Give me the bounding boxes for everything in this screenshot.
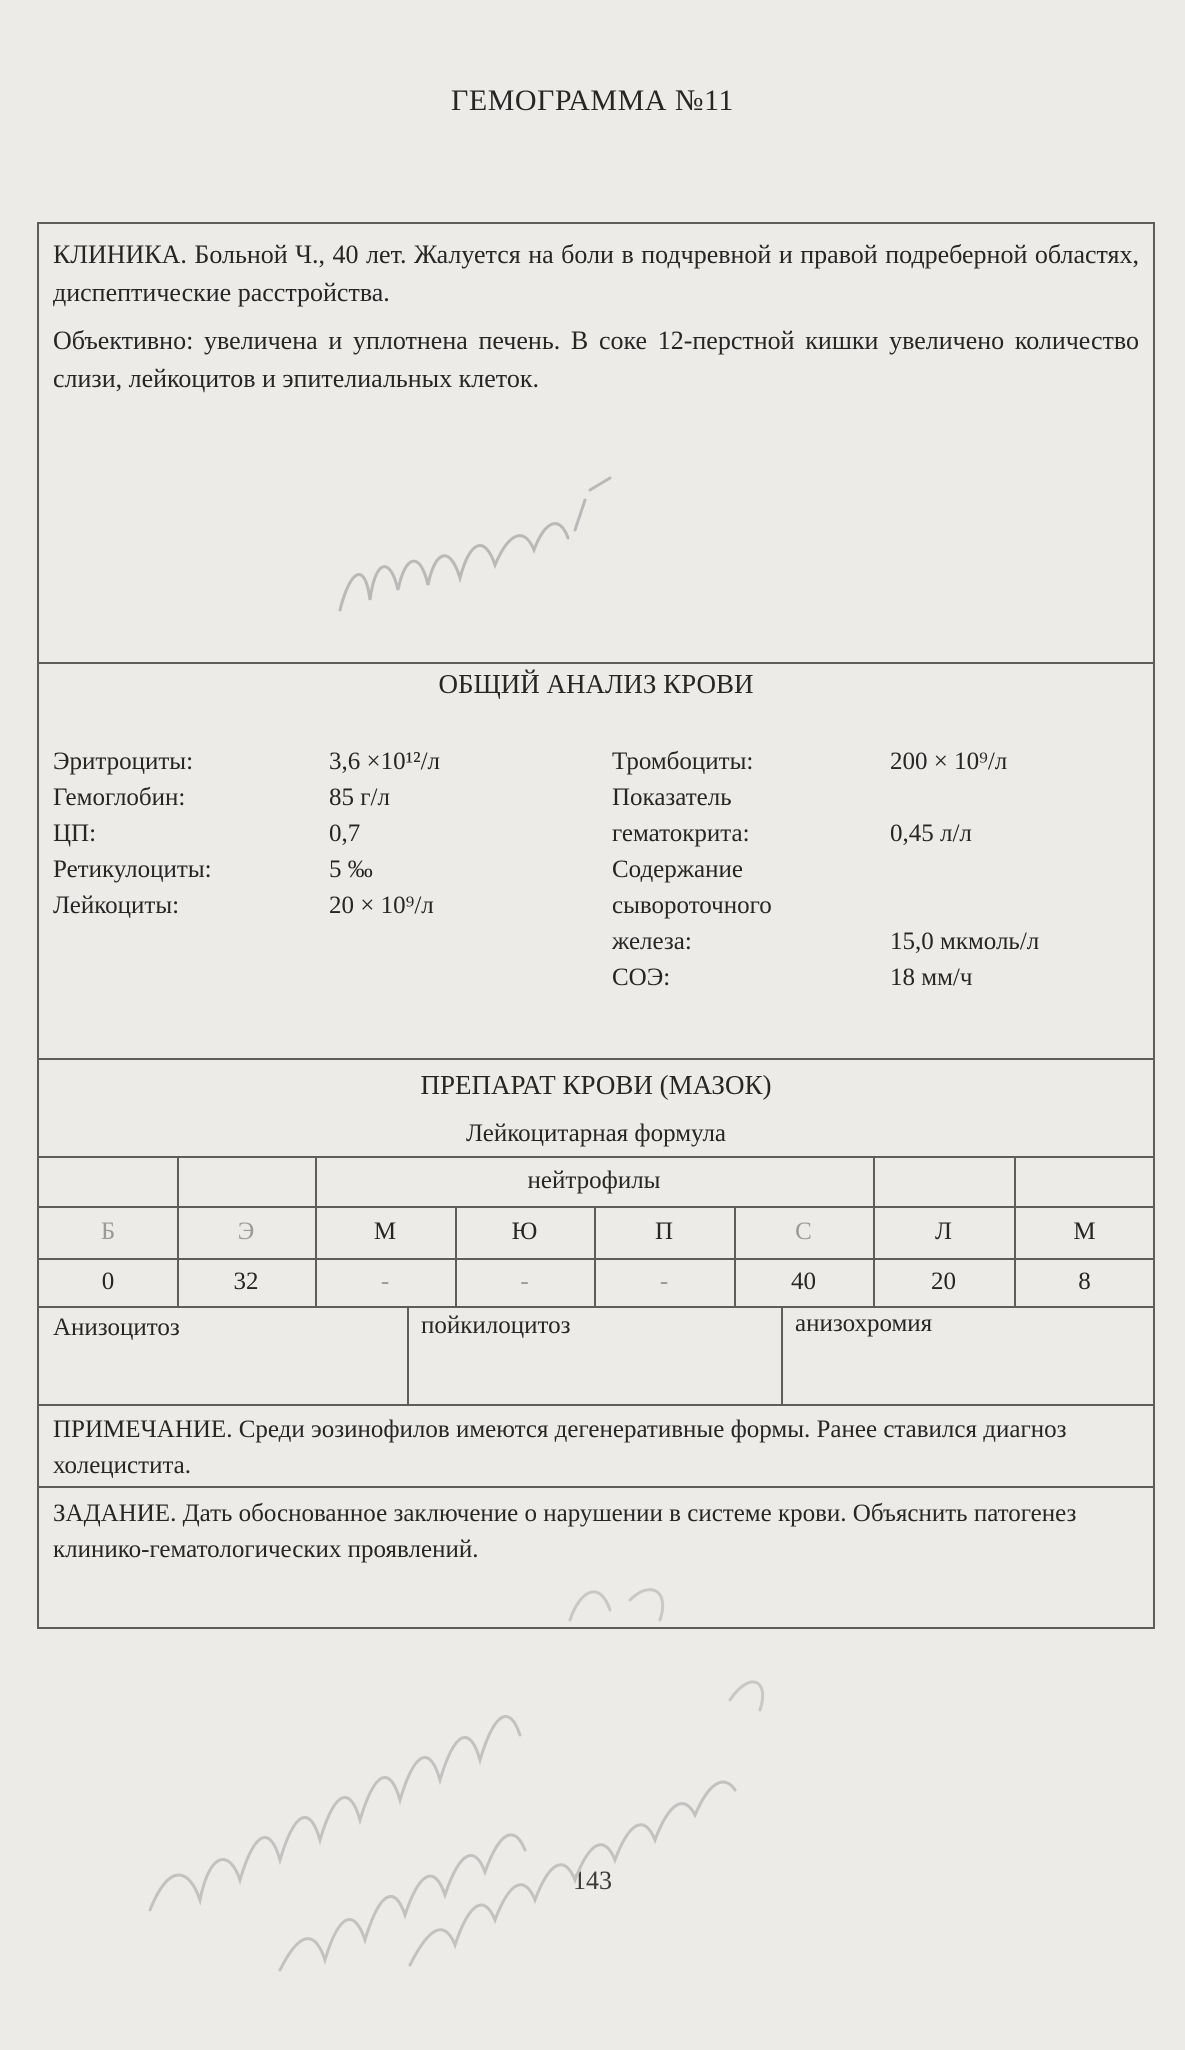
smear-title: ПРЕПАРАТ КРОВИ (МАЗОК) xyxy=(420,1070,772,1100)
leukocyte-header: П xyxy=(654,1218,674,1245)
test-value: 85 г/л xyxy=(329,784,390,811)
test-value: 3,6 ×10¹²/л xyxy=(329,748,441,775)
divider xyxy=(39,1486,1153,1488)
test-label: Показатель xyxy=(612,784,732,811)
leukocyte-value: - xyxy=(520,1268,529,1295)
test-value: 5 ‰ xyxy=(329,856,373,883)
blood-test-title: ОБЩИЙ АНАЛИЗ КРОВИ xyxy=(438,669,754,699)
divider xyxy=(39,662,1153,664)
leukocyte-header: Ю xyxy=(511,1218,538,1245)
leukocyte-value: 32 xyxy=(233,1268,259,1295)
leukocyte-header: М xyxy=(1073,1218,1096,1245)
test-value: 0,45 л/л xyxy=(890,820,972,847)
test-label: Эритроциты: xyxy=(53,748,194,775)
test-value: 18 мм/ч xyxy=(890,964,973,991)
smear-subtitle: Лейкоцитарная формула xyxy=(465,1120,727,1147)
test-label: железа: xyxy=(612,928,692,955)
leukocyte-header: С xyxy=(795,1218,812,1245)
test-value: 200 × 10⁹/л xyxy=(890,748,1008,775)
leukocyte-header: Э xyxy=(237,1218,255,1245)
leukocyte-value: 8 xyxy=(1078,1268,1091,1295)
test-label: сывороточного xyxy=(612,892,772,919)
task-text: ЗАДАНИЕ. Дать обоснованное заключение о нарушении в системе крови. Объяснить патогенез клинико-гематологических проявлений. xyxy=(53,1500,1077,1563)
leukocyte-value: 20 xyxy=(931,1268,956,1295)
test-row xyxy=(612,960,1142,996)
note-text: ПРИМЕЧАНИЕ. Среди эозинофилов имеются дегенеративные формы. Ранее ставился диагноз холецистита. xyxy=(53,1416,1067,1479)
blood-test-left xyxy=(53,744,613,924)
test-row xyxy=(53,852,613,888)
clinic-section xyxy=(53,236,1139,408)
test-row xyxy=(53,888,613,924)
neutrophils-header: нейтрофилы xyxy=(527,1167,661,1194)
test-row xyxy=(53,780,613,816)
test-label: Ретикулоциты: xyxy=(53,856,212,883)
leukocyte-value: 40 xyxy=(791,1268,816,1295)
test-row xyxy=(53,744,613,780)
test-row xyxy=(612,888,1142,924)
hemogram-frame xyxy=(37,222,1155,1629)
leukocyte-header: Л xyxy=(935,1218,952,1245)
test-row xyxy=(612,780,1142,816)
clinic-complaint: КЛИНИКА. Больной Ч., 40 лет. Жалуется на боли в подчревной и правой подреберной областях, диспептические расстройства. xyxy=(53,240,1139,307)
page-number: 143 xyxy=(573,1866,612,1895)
table-line xyxy=(781,1306,783,1404)
table-line xyxy=(39,1306,1153,1308)
leukocyte-header: Б xyxy=(100,1218,116,1245)
test-label: ЦП: xyxy=(53,820,97,847)
test-row xyxy=(612,816,1142,852)
leukocyte-header: М xyxy=(373,1218,397,1245)
blood-test-right xyxy=(612,744,1142,996)
test-label: СОЭ: xyxy=(612,964,671,991)
test-label: Гемоглобин: xyxy=(53,784,186,811)
test-label: Содержание xyxy=(612,856,743,883)
table-line xyxy=(407,1306,409,1404)
anisocytosis-label: Анизоцитоз xyxy=(53,1314,180,1341)
test-label: Тромбоциты: xyxy=(612,748,754,775)
test-row xyxy=(612,744,1142,780)
test-row xyxy=(612,924,1142,960)
divider xyxy=(39,1404,1153,1406)
test-value: 15,0 мкмоль/л xyxy=(890,928,1040,955)
test-value: 0,7 xyxy=(329,820,361,847)
test-label: гематокрита: xyxy=(612,820,750,847)
anisochromia-label: анизохромия xyxy=(795,1310,933,1337)
poikilocytosis-label: пойкилоцитоз xyxy=(421,1312,571,1339)
test-label: Лейкоциты: xyxy=(53,892,180,919)
leukocyte-value: - xyxy=(380,1268,390,1295)
divider xyxy=(39,1058,1153,1060)
leukocyte-value: 0 xyxy=(101,1268,115,1295)
test-row xyxy=(612,852,1142,888)
test-row xyxy=(53,816,613,852)
test-value: 20 × 10⁹/л xyxy=(329,892,434,919)
page-title: ГЕМОГРАММА №11 xyxy=(451,84,734,117)
leukocyte-value: - xyxy=(659,1268,669,1295)
clinic-objective: Объективно: увеличена и уплотнена печень. В соке 12-перстной кишки увеличено количество слизи, лейкоцитов и эпителиальных клеток. xyxy=(53,326,1139,393)
